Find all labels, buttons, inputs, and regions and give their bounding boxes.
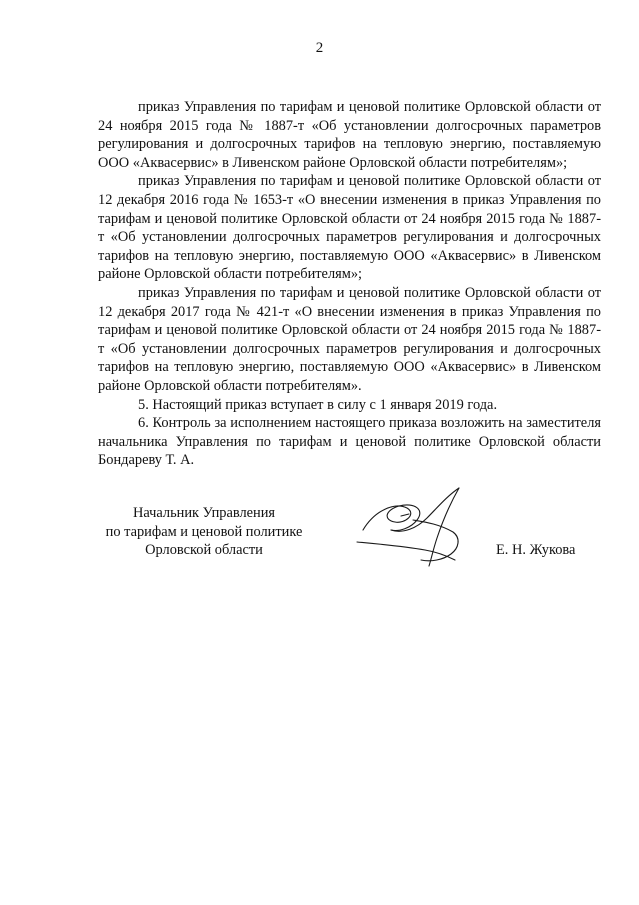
paragraph-control: 6. Контроль за исполнением настоящего приказа возложить на заместителя начальника Управления по тарифам и ценовой политике Орловской области Бондареву Т. А. — [98, 415, 601, 469]
paragraph-order-421: приказ Управления по тарифам и ценовой политике Орловской области от 12 декабря 2017 года № 421-т «О внесении изменения в приказ Управления по тарифам и ценовой политике Орловской области от 24 ноября 2015 года № 1887-т «Об установлении долгосрочных параметров регулирования и долгосрочных тарифов на тепловую энергию, поставляемую ООО «Аквасервис» в Ливенском районе Орловской области потребителям». — [98, 284, 601, 394]
page-number: 2 — [315, 40, 324, 56]
paragraph-order-1887: приказ Управления по тарифам и ценовой политике Орловской области от 24 ноября 2015 года № 1887-т «Об установлении долгосрочных параметров регулирования и долгосрочных тарифов на тепловую энергию, поставляемую ООО «Аквасервис» в Ливенском районе Орловской области потребителям»; — [98, 99, 601, 171]
signatory-title-line: Орловской области — [145, 542, 263, 559]
paragraph-order-1653: приказ Управления по тарифам и ценовой политике Орловской области от 12 декабря 2016 года № 1653-т «О внесении изменения в приказ Управления по тарифам и ценовой политике Орловской области от 24 ноября 2015 года № 1887-т «Об установлении долгосрочных параметров регулирования и долгосрочных тарифов на тепловую энергию, поставляемую ООО «Аквасервис» в Ливенском районе Орловской области потребителям»; — [98, 173, 601, 283]
document-body — [98, 98, 601, 470]
signatory-name: Е. Н. Жукова — [496, 542, 576, 558]
signatory-title — [94, 504, 314, 560]
signatory-title-line: Начальник Управления — [132, 505, 276, 521]
signatory-title-line: по тарифам и ценовой политике — [105, 523, 303, 540]
handwritten-signature — [355, 480, 485, 570]
paragraph-effective-date: 5. Настоящий приказ вступает в силу с 1 января 2019 года. — [138, 396, 498, 413]
